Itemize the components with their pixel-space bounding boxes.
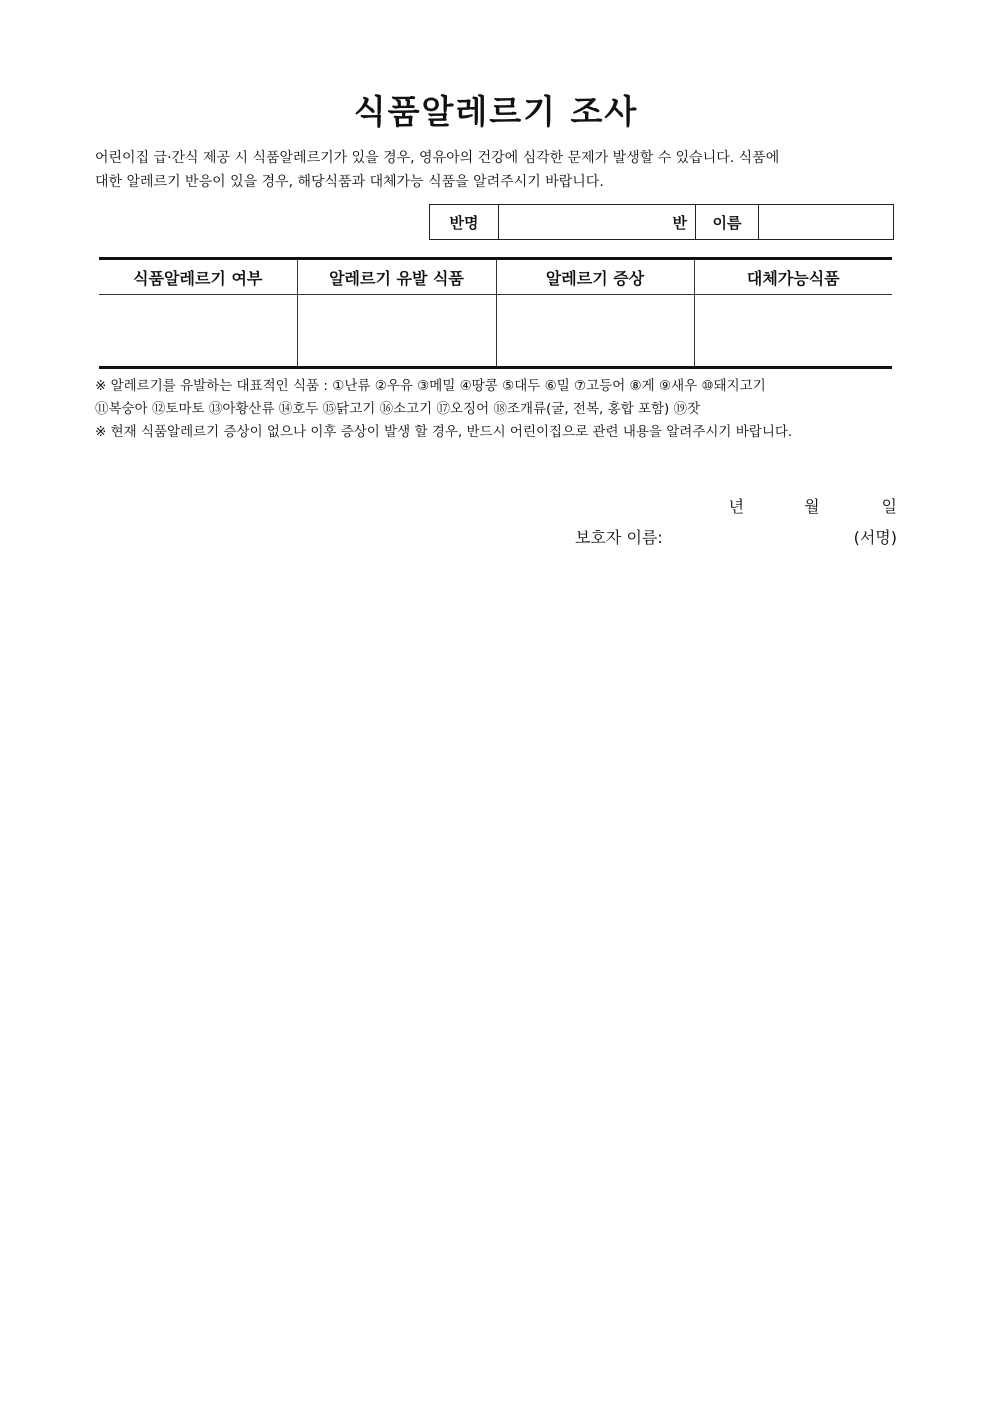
class-info-table [429, 204, 894, 240]
class-label: 반명 [430, 205, 499, 240]
cell-substitute-food[interactable] [694, 295, 892, 368]
class-field[interactable] [499, 205, 696, 240]
date-month: 월 [804, 497, 820, 516]
class-suffix: 반 [672, 213, 687, 232]
date-year: 년 [728, 497, 745, 516]
guardian-name-label: 보호자 이름: [575, 528, 663, 547]
note-notice: ※ 현재 식품알레르기 증상이 없으나 이후 증상이 발생 할 경우, 반드시 어린이집으로 관련 내용을 알려주시기 바랍니다. [95, 424, 793, 440]
header-allergy-symptom: 알레르기 증상 [496, 259, 694, 295]
intro-text [95, 146, 897, 194]
note-allergen-list-2: ⑪복숭아 ⑫토마토 ⑬아황산류 ⑭호두 ⑮닭고기 ⑯소고기 ⑰오징어 ⑱조개류(굴, 전복, 홍합 포함) ⑲잣 [95, 401, 701, 417]
table-row [99, 295, 892, 368]
note-allergen-list-1: ※ 알레르기를 유발하는 대표적인 식품 : ①난류 ②우유 ③메밀 ④땅콩 ⑤대두 ⑥밀 ⑦고등어 ⑧게 ⑨새우 ⑩돼지고기 [95, 378, 766, 394]
date-line [729, 494, 897, 517]
header-substitute-food: 대체가능식품 [694, 259, 892, 295]
cell-allergy-symptom[interactable] [496, 295, 694, 368]
name-field[interactable] [759, 205, 894, 240]
date-day: 일 [881, 497, 897, 516]
intro-line-2: 대한 알레르기 반응이 있을 경우, 해당식품과 대체가능 식품을 알려주시기 바랍니다. [95, 174, 604, 190]
intro-line-1: 어린이집 급·간식 제공 시 식품알레르기가 있을 경우, 영유아의 건강에 심각한 문제가 발생할 수 있습니다. 식품에 [95, 150, 780, 166]
signature-line [575, 525, 897, 548]
header-allergen-food: 알레르기 유발 식품 [297, 259, 496, 295]
header-allergy-status: 식품알레르기 여부 [99, 259, 297, 295]
name-label: 이름 [696, 205, 759, 240]
allergy-table-header-row [99, 259, 892, 295]
page-title: 식품알레르기 조사 [353, 92, 639, 131]
signature-suffix: (서명) [853, 528, 897, 547]
cell-allergen-food[interactable] [297, 295, 496, 368]
allergy-table [99, 257, 892, 369]
cell-allergy-status[interactable] [99, 295, 297, 368]
notes [95, 375, 897, 444]
